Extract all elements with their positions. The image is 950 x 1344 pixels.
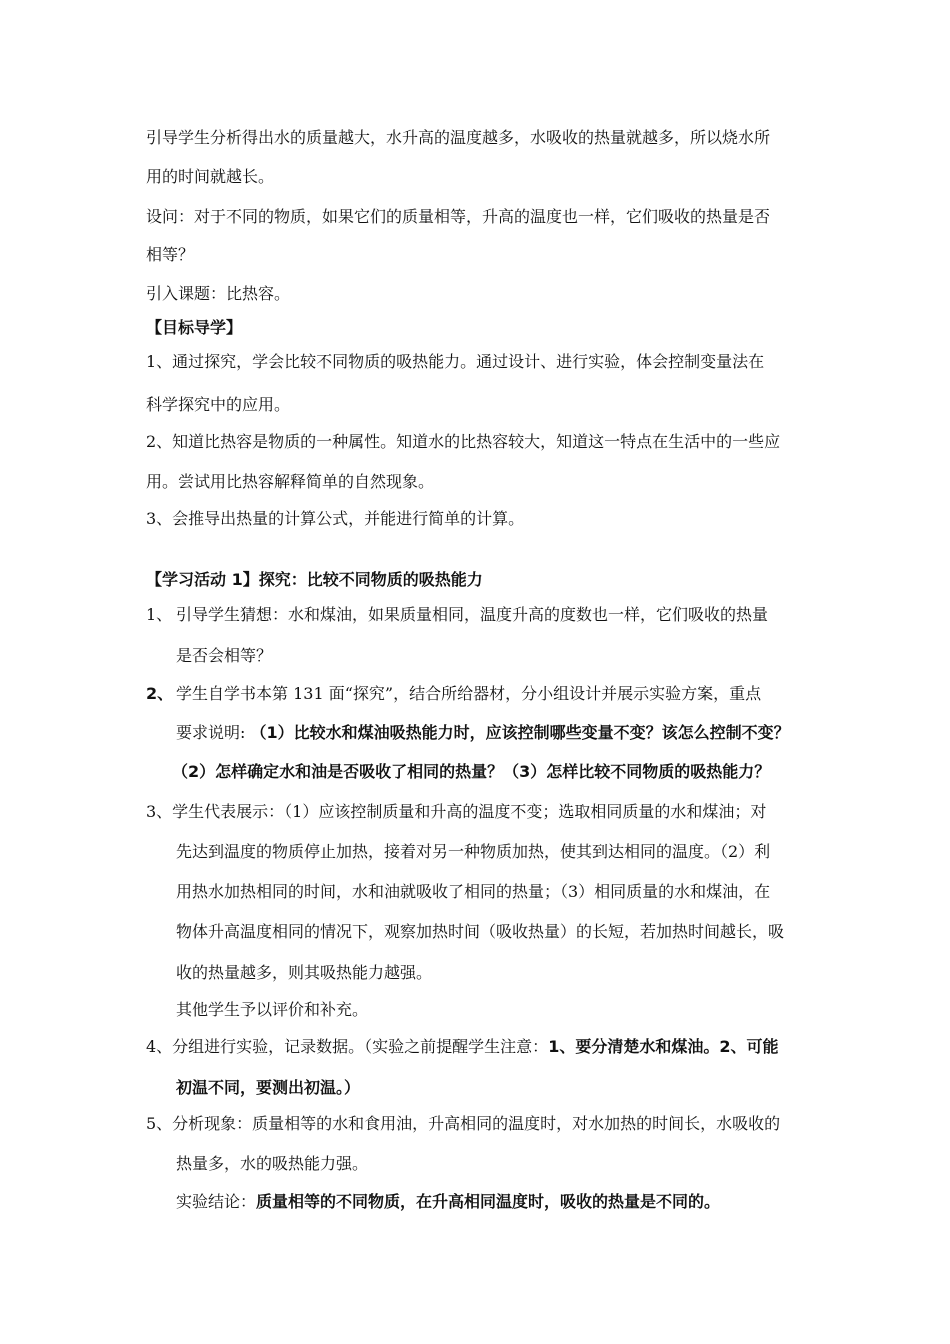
item-5-line-2: 热量多，水的吸热能力强。 <box>176 1154 369 1173</box>
item-3-line-2: 先达到温度的物质停止加热，接着对另一种物质加热，使其到达相同的温度。（2）利 <box>176 842 771 861</box>
item-4-line-2: 初温不同，要测出初温。） <box>176 1078 361 1097</box>
item-1-line-1: 引导学生猜想：水和煤油，如果质量相同，温度升高的度数也一样，它们吸收的热量 <box>176 605 769 624</box>
item-1-line-2: 是否会相等？ <box>176 646 273 665</box>
goal-1-line-2: 科学探究中的应用。 <box>146 395 291 414</box>
item-2-line-2-plain: 要求说明: <box>176 723 251 742</box>
question-line-1: 设问：对于不同的物质，如果它们的质量相等，升高的温度也一样，它们吸收的热量是否 <box>146 207 771 226</box>
item-2-line-1: 学生自学书本第 131 面“探究”，结合所给器材，分小组设计并展示实验方案，重点 <box>176 684 762 703</box>
goal-3-line: 3、会推导出热量的计算公式，并能进行简单的计算。 <box>146 509 525 528</box>
question-line-2: 相等？ <box>146 245 195 264</box>
conclusion-text: 质量相等的不同物质，在升高相同温度时，吸收的热量是不同的。 <box>256 1192 721 1211</box>
goal-2-line-1: 2、知道比热容是物质的一种属性。知道水的比热容较大，知道这一特点在生活中的一些应 <box>146 432 781 451</box>
conclusion-label: 实验结论： <box>176 1192 257 1211</box>
item-3-line-3: 用热水加热相同的时间，水和油就吸收了相同的热量；（3）相同质量的水和煤油，在 <box>176 882 771 901</box>
item-4-line-1 <box>146 1037 778 1057</box>
item-3-line-6: 其他学生予以评价和补充。 <box>176 1000 369 1019</box>
item-2-line-2-bold: （1）比较水和煤油吸热能力时，应该控制哪些变量不变？该怎么控制不变？ <box>250 723 790 742</box>
item-4-line-1-plain: 4、分组进行实验，记录数据。（实验之前提醒学生注意： <box>146 1037 549 1056</box>
item-1-number: 1、 <box>146 605 173 624</box>
item-2-line-2 <box>176 723 790 743</box>
item-5-line-1: 5、分析现象：质量相等的水和食用油，升高相同的温度时，对水加热的时间长，水吸收的 <box>146 1114 781 1133</box>
intro-line-1: 引导学生分析得出水的质量越大，水升高的温度越多，水吸收的热量就越多，所以烧水所 <box>146 128 771 147</box>
goals-heading: 【目标导学】 <box>146 318 243 337</box>
goal-1-line-1: 1、通过探究，学会比较不同物质的吸热能力。通过设计、进行实验，体会控制变量法在 <box>146 352 765 371</box>
goal-2-line-2: 用。尝试用比热容解释简单的自然现象。 <box>146 472 435 491</box>
topic-line: 引入课题：比热容。 <box>146 284 291 303</box>
activity-heading: 【学习活动 1】探究：比较不同物质的吸热能力 <box>146 570 483 589</box>
item-2-number: 2、 <box>146 684 174 703</box>
item-3-line-4: 物体升高温度相同的情况下，观察加热时间（吸收热量）的长短，若加热时间越长，吸 <box>176 922 785 941</box>
item-2-line-3: （2）怎样确定水和油是否吸收了相同的热量？（3）怎样比较不同物质的吸热能力？ <box>172 762 771 781</box>
conclusion-line <box>176 1192 720 1212</box>
item-3-line-1: 3、学生代表展示：（1）应该控制质量和升高的温度不变；选取相同质量的水和煤油；对 <box>146 802 767 821</box>
item-4-line-1-bold: 1、要分清楚水和煤油。2、可能 <box>548 1037 779 1056</box>
intro-line-2: 用的时间就越长。 <box>146 167 275 186</box>
item-3-line-5: 收的热量越多，则其吸热能力越强。 <box>176 963 433 982</box>
